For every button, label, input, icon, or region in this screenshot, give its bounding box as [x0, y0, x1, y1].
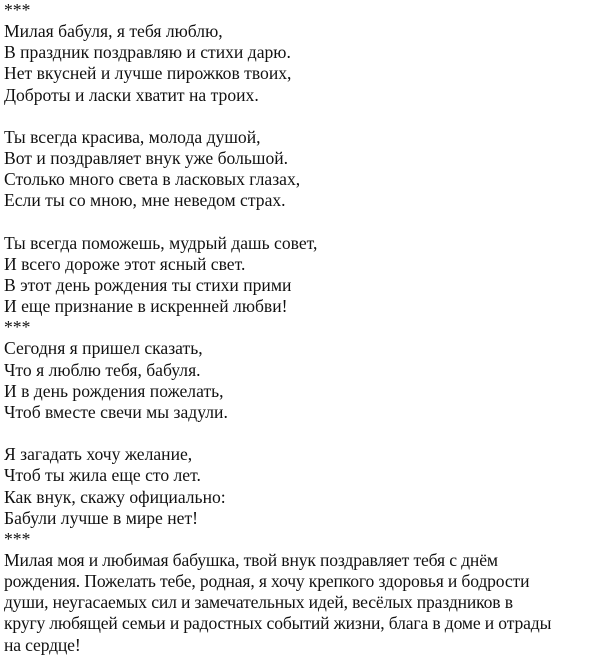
poem-2	[4, 338, 616, 528]
prose-greeting	[4, 550, 616, 656]
poem-line: Милая бабуля, я тебя люблю,	[4, 21, 223, 42]
prose-line: души, неугасаемых сил и замечательных идей, весёлых праздников в	[4, 592, 513, 613]
poem-line: И еще признание в искренней любви!	[4, 296, 288, 317]
poem-line: Чтоб ты жила еще сто лет.	[4, 465, 201, 486]
separator: ***	[4, 0, 31, 20]
prose-line: кругу любящей семьи и радостных событий жизни, блага в доме и отрады	[4, 613, 552, 634]
poem-line: Вот и поздравляет внук уже большой.	[4, 148, 289, 169]
poem-line: Бабули лучше в мире нет!	[4, 507, 199, 528]
poem-line: Ты всегда поможешь, мудрый дашь совет,	[4, 232, 318, 253]
poem-line: Если ты со мною, мне неведом страх.	[4, 190, 286, 211]
poem-line: Я загадать хочу желание,	[4, 444, 193, 465]
poem-line: Столько много света в ласковых глазах,	[4, 169, 301, 190]
stanza-gap	[4, 212, 616, 233]
poem-line: Что я люблю тебя, бабуля.	[4, 359, 201, 380]
poem-line: И всего дороже этот ясный свет.	[4, 253, 246, 274]
poem-line: Сегодня я пришел сказать,	[4, 338, 203, 359]
poem-line: Доброты и ласки хватит на троих.	[4, 84, 259, 105]
poem-line: И в день рождения пожелать,	[4, 380, 224, 401]
prose-line: Милая моя и любимая бабушка, твой внук поздравляет тебя с днём	[4, 550, 498, 571]
poem-2-stanza-2	[4, 444, 616, 529]
stanza-gap	[4, 106, 616, 127]
poem-line: В этот день рождения ты стихи прими	[4, 275, 292, 295]
prose-line: рождения. Пожелать тебе, родная, я хочу крепкого здоровья и бодрости	[4, 571, 530, 592]
stanza-gap	[4, 423, 616, 444]
poem-line: Чтоб вместе свечи мы задули.	[4, 401, 228, 422]
prose-line: на сердце!	[4, 634, 81, 655]
poem-line: В праздник поздравляю и стихи дарю.	[4, 42, 291, 63]
poem-line: Ты всегда красива, молода душой,	[4, 126, 261, 147]
separator: ***	[4, 528, 31, 549]
poem-1	[4, 21, 616, 317]
poem-1-stanza-1	[4, 21, 616, 106]
poem-1-stanza-3	[4, 233, 616, 318]
poem-1-stanza-2	[4, 127, 616, 212]
poem-2-stanza-1	[4, 338, 616, 423]
poem-line: Как внук, скажу официально:	[4, 486, 226, 507]
separator: ***	[4, 317, 31, 338]
poem-line: Нет вкусней и лучше пирожков твоих,	[4, 63, 292, 84]
